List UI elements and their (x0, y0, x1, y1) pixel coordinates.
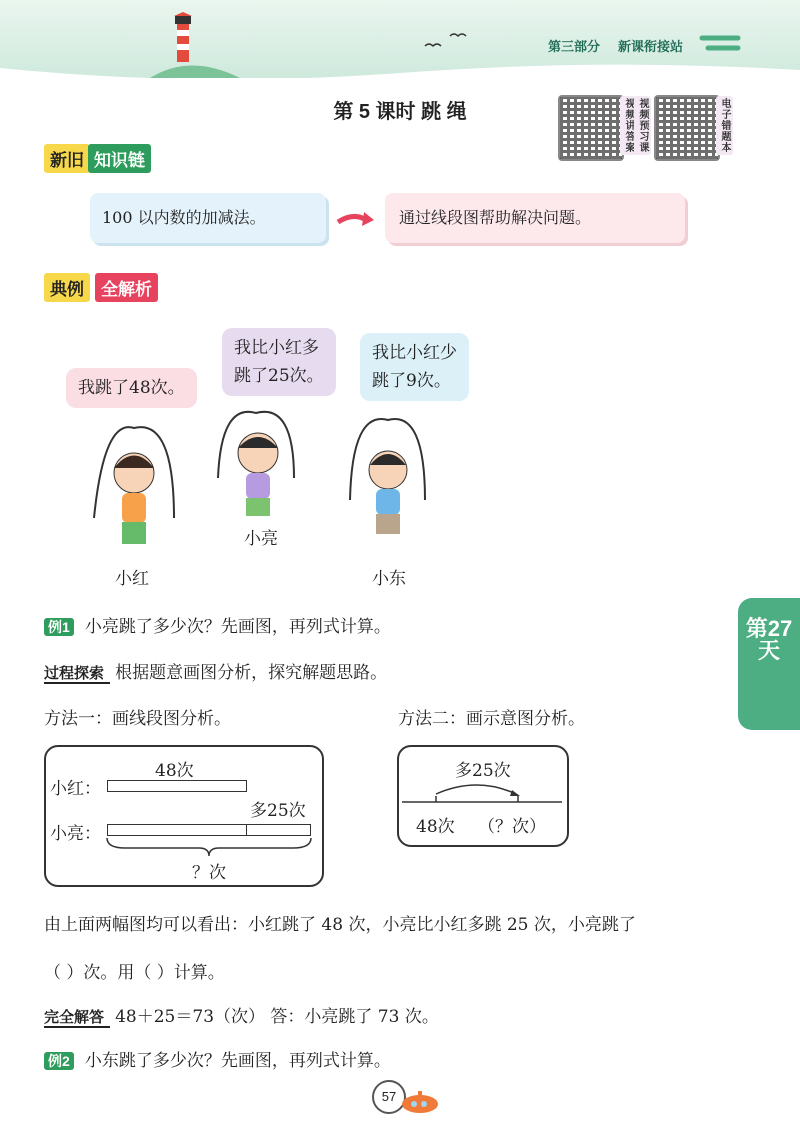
series-logo-icon (698, 28, 744, 54)
conclusion-line2: （ ）次。用（ ）计算。 (44, 963, 225, 983)
xiaoliang-segment-base (107, 824, 247, 836)
answer-label: 完全解答 (44, 1009, 110, 1028)
qr-code-answers[interactable] (558, 95, 624, 161)
answer-row (44, 1002, 439, 1027)
schematic-line-arc (400, 776, 564, 808)
lesson-title: 第 5 课时 跳 绳 (333, 101, 467, 123)
process-row (44, 658, 387, 683)
bubble-line: 我比小红少 (372, 343, 457, 363)
speech-bubble-xiaodong (360, 333, 469, 401)
name-xiaoliang: 小亮 (244, 529, 278, 549)
xiaoliang-row-label: 小亮： (50, 824, 101, 844)
left-value-label: 48次 (416, 817, 455, 837)
example1-badge: 例1 (44, 618, 74, 636)
xiaoliang-segment-extra (246, 824, 311, 836)
submarine-icon (400, 1088, 442, 1116)
section-tag-example: 典例 (44, 273, 90, 302)
xiaohong-segment (107, 780, 247, 792)
example2-question: 小东跳了多少次？先画图，再列式计算。 (84, 1051, 391, 1071)
answer-text: 48＋25＝73（次） 答：小亮跳了 73 次。 (115, 1007, 439, 1027)
method1-label: 方法一：画线段图分析。 (44, 709, 231, 729)
knowledge-old-box: 100 以内数的加减法。 (90, 193, 326, 243)
girl-jumping-rope-illustration (84, 418, 184, 568)
speech-bubble-xiaohong: 我跳了48次。 (66, 368, 197, 408)
section-tag-old: 新旧 (44, 144, 90, 173)
more-25-schematic-label: 多25次 (455, 761, 511, 781)
total-question-label: ？次 (192, 863, 226, 883)
lighthouse-icon (168, 12, 198, 68)
bubble-line: 我比小红多 (234, 338, 319, 358)
qr-label-answers: 视频讲答案 (620, 96, 637, 155)
qr-label-preview: 视频预习课 (634, 96, 651, 155)
qr-code-mistakes[interactable] (654, 95, 720, 161)
process-text: 根据题意画图分析，探究解题思路。 (115, 663, 388, 683)
qr-label-mistakes: 电子错题本 (716, 96, 733, 155)
example1-question: 小亮跳了多少次？先画图，再列式计算。 (84, 617, 391, 637)
arrow-right-icon (336, 208, 376, 230)
right-value-label: （？次） (478, 817, 546, 837)
section-tag-analysis: 全解析 (95, 273, 158, 302)
name-xiaohong: 小红 (115, 569, 149, 589)
bubble-line: 跳了25次。 (234, 366, 324, 386)
section-tag-chain: 知识链 (88, 144, 151, 173)
series-label: 新课衔接站 (618, 39, 684, 54)
day-side-tab-label: 第27天 (745, 616, 793, 663)
xiaohong-count-label: 48次 (155, 761, 194, 781)
example2-row (44, 1046, 391, 1071)
example2-badge: 例2 (44, 1052, 74, 1070)
speech-bubble-xiaoliang (222, 328, 336, 396)
knowledge-new-box: 通过线段图帮助解决问题。 (385, 193, 685, 243)
page-number: 57 (372, 1080, 406, 1114)
brace-shape (105, 836, 313, 858)
birds-icon (420, 28, 470, 52)
bubble-line: 跳了9次。 (372, 371, 451, 391)
conclusion-line1: 由上面两幅图均可以看出：小红跳了 48 次，小亮比小红多跳 25 次，小亮跳了 (44, 915, 636, 935)
method2-label: 方法二：画示意图分析。 (398, 709, 585, 729)
more-25-label: 多25次 (250, 801, 306, 821)
part-label: 第三部分 (548, 39, 601, 54)
xiaohong-row-label: 小红： (50, 779, 101, 799)
example1-row (44, 612, 391, 637)
boy-xiaoliang-illustration (206, 408, 306, 528)
process-label: 过程探索 (44, 665, 110, 684)
boy-xiaodong-illustration (340, 415, 440, 560)
name-xiaodong: 小东 (372, 569, 406, 589)
